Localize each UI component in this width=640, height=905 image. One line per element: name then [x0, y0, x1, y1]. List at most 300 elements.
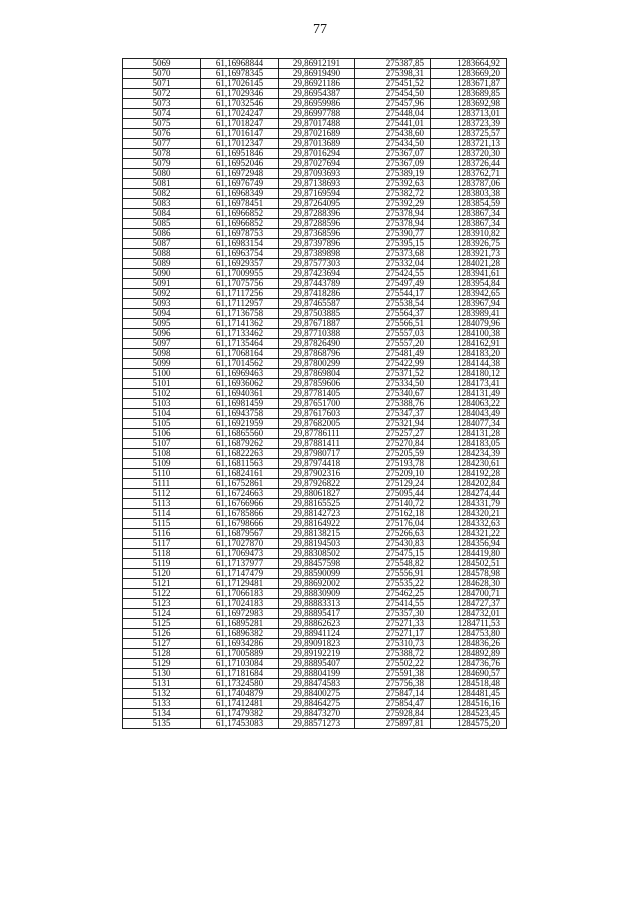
point-number-cell: 5115	[123, 519, 201, 529]
point-number-cell: 5101	[123, 379, 201, 389]
y-coordinate-cell: 1284419,80	[431, 549, 507, 559]
y-coordinate-cell: 1283942,65	[431, 289, 507, 299]
table-row	[123, 149, 507, 159]
x-coordinate-cell: 275270,84	[355, 439, 431, 449]
x-coordinate-cell: 275395,15	[355, 239, 431, 249]
y-coordinate-cell: 1284700,71	[431, 589, 507, 599]
latitude-cell: 61,16895281	[201, 619, 279, 629]
longitude-cell: 29,87974418	[279, 459, 355, 469]
x-coordinate-cell: 275448,04	[355, 109, 431, 119]
latitude-cell: 61,17136758	[201, 309, 279, 319]
x-coordinate-cell: 275371,52	[355, 369, 431, 379]
latitude-cell: 61,17014562	[201, 359, 279, 369]
table-row	[123, 559, 507, 569]
latitude-cell: 61,17112957	[201, 299, 279, 309]
point-number-cell: 5095	[123, 319, 201, 329]
page-number: 77	[313, 22, 327, 37]
y-coordinate-cell: 1284079,96	[431, 319, 507, 329]
x-coordinate-cell: 275378,94	[355, 209, 431, 219]
table-row	[123, 99, 507, 109]
point-number-cell: 5116	[123, 529, 201, 539]
table-row	[123, 239, 507, 249]
y-coordinate-cell: 1283689,85	[431, 89, 507, 99]
table-row	[123, 269, 507, 279]
table-row	[123, 499, 507, 509]
latitude-cell: 61,16724663	[201, 489, 279, 499]
x-coordinate-cell: 275556,91	[355, 569, 431, 579]
longitude-cell: 29,88590099	[279, 569, 355, 579]
x-coordinate-cell: 275557,20	[355, 339, 431, 349]
point-number-cell: 5125	[123, 619, 201, 629]
table-row	[123, 319, 507, 329]
table-row	[123, 509, 507, 519]
latitude-cell: 61,17032546	[201, 99, 279, 109]
x-coordinate-cell: 275548,82	[355, 559, 431, 569]
point-number-cell: 5121	[123, 579, 201, 589]
point-number-cell: 5086	[123, 229, 201, 239]
longitude-cell: 29,88895417	[279, 609, 355, 619]
longitude-cell: 29,86919490	[279, 69, 355, 79]
latitude-cell: 61,16865560	[201, 429, 279, 439]
table-row	[123, 159, 507, 169]
table-row	[123, 439, 507, 449]
x-coordinate-cell: 275897,81	[355, 719, 431, 729]
x-coordinate-cell: 275422,99	[355, 359, 431, 369]
table-row	[123, 579, 507, 589]
latitude-cell: 61,17075756	[201, 279, 279, 289]
latitude-cell: 61,17069473	[201, 549, 279, 559]
point-number-cell: 5093	[123, 299, 201, 309]
point-number-cell: 5098	[123, 349, 201, 359]
table-row	[123, 399, 507, 409]
latitude-cell: 61,17068164	[201, 349, 279, 359]
y-coordinate-cell: 1284274,44	[431, 489, 507, 499]
latitude-cell: 61,17129481	[201, 579, 279, 589]
latitude-cell: 61,16822263	[201, 449, 279, 459]
x-coordinate-cell: 275430,83	[355, 539, 431, 549]
x-coordinate-cell: 275392,29	[355, 199, 431, 209]
longitude-cell: 29,87781405	[279, 389, 355, 399]
table-row	[123, 139, 507, 149]
x-coordinate-cell: 275544,17	[355, 289, 431, 299]
longitude-cell: 29,87786111	[279, 429, 355, 439]
y-coordinate-cell: 1283989,41	[431, 309, 507, 319]
latitude-cell: 61,17024183	[201, 599, 279, 609]
longitude-cell: 29,89192219	[279, 649, 355, 659]
point-number-cell: 5089	[123, 259, 201, 269]
longitude-cell: 29,88571273	[279, 719, 355, 729]
y-coordinate-cell: 1283941,61	[431, 269, 507, 279]
table-row	[123, 549, 507, 559]
point-number-cell: 5082	[123, 189, 201, 199]
latitude-cell: 61,17026145	[201, 79, 279, 89]
y-coordinate-cell: 1284892,89	[431, 649, 507, 659]
x-coordinate-cell: 275438,60	[355, 129, 431, 139]
longitude-cell: 29,87397896	[279, 239, 355, 249]
y-coordinate-cell: 1283926,75	[431, 239, 507, 249]
y-coordinate-cell: 1283954,84	[431, 279, 507, 289]
latitude-cell: 61,16879567	[201, 529, 279, 539]
x-coordinate-cell: 275756,38	[355, 679, 431, 689]
latitude-cell: 61,17018247	[201, 119, 279, 129]
y-coordinate-cell: 1284063,22	[431, 399, 507, 409]
longitude-cell: 29,87169594	[279, 189, 355, 199]
latitude-cell: 61,16798666	[201, 519, 279, 529]
latitude-cell: 61,17181684	[201, 669, 279, 679]
x-coordinate-cell: 275497,49	[355, 279, 431, 289]
longitude-cell: 29,89091823	[279, 639, 355, 649]
table-row	[123, 129, 507, 139]
latitude-cell: 61,17324580	[201, 679, 279, 689]
table-row	[123, 669, 507, 679]
point-number-cell: 5122	[123, 589, 201, 599]
point-number-cell: 5071	[123, 79, 201, 89]
table-row	[123, 339, 507, 349]
y-coordinate-cell: 1284628,30	[431, 579, 507, 589]
point-number-cell: 5113	[123, 499, 201, 509]
y-coordinate-cell: 1284131,49	[431, 389, 507, 399]
y-coordinate-cell: 1283762,71	[431, 169, 507, 179]
y-coordinate-cell: 1283867,34	[431, 219, 507, 229]
latitude-cell: 61,17005889	[201, 649, 279, 659]
x-coordinate-cell: 275266,63	[355, 529, 431, 539]
x-coordinate-cell: 275388,76	[355, 399, 431, 409]
table-row	[123, 599, 507, 609]
point-number-cell: 5106	[123, 429, 201, 439]
latitude-cell: 61,17141362	[201, 319, 279, 329]
point-number-cell: 5127	[123, 639, 201, 649]
x-coordinate-cell: 275140,72	[355, 499, 431, 509]
latitude-cell: 61,17453083	[201, 719, 279, 729]
y-coordinate-cell: 1283921,73	[431, 249, 507, 259]
latitude-cell: 61,16972948	[201, 169, 279, 179]
table-row	[123, 59, 507, 69]
point-number-cell: 5079	[123, 159, 201, 169]
longitude-cell: 29,88862623	[279, 619, 355, 629]
point-number-cell: 5131	[123, 679, 201, 689]
table-row	[123, 679, 507, 689]
x-coordinate-cell: 275462,25	[355, 589, 431, 599]
y-coordinate-cell: 1284320,21	[431, 509, 507, 519]
longitude-cell: 29,88883313	[279, 599, 355, 609]
x-coordinate-cell: 275398,31	[355, 69, 431, 79]
x-coordinate-cell: 275389,19	[355, 169, 431, 179]
y-coordinate-cell: 1284732,01	[431, 609, 507, 619]
point-number-cell: 5112	[123, 489, 201, 499]
point-number-cell: 5100	[123, 369, 201, 379]
x-coordinate-cell: 275334,50	[355, 379, 431, 389]
y-coordinate-cell: 1284481,45	[431, 689, 507, 699]
table-row	[123, 229, 507, 239]
latitude-cell: 61,16921959	[201, 419, 279, 429]
y-coordinate-cell: 1284192,28	[431, 469, 507, 479]
y-coordinate-cell: 1284100,38	[431, 329, 507, 339]
point-number-cell: 5130	[123, 669, 201, 679]
table-row	[123, 109, 507, 119]
y-coordinate-cell: 1283713,01	[431, 109, 507, 119]
longitude-cell: 29,87013689	[279, 139, 355, 149]
longitude-cell: 29,87016294	[279, 149, 355, 159]
latitude-cell: 61,16951846	[201, 149, 279, 159]
table-row	[123, 209, 507, 219]
point-number-cell: 5070	[123, 69, 201, 79]
y-coordinate-cell: 1283787,06	[431, 179, 507, 189]
point-number-cell: 5073	[123, 99, 201, 109]
point-number-cell: 5135	[123, 719, 201, 729]
longitude-cell: 29,88142723	[279, 509, 355, 519]
point-number-cell: 5099	[123, 359, 201, 369]
longitude-cell: 29,88474583	[279, 679, 355, 689]
x-coordinate-cell: 275557,03	[355, 329, 431, 339]
longitude-cell: 29,86997788	[279, 109, 355, 119]
point-number-cell: 5085	[123, 219, 201, 229]
y-coordinate-cell: 1283723,39	[431, 119, 507, 129]
longitude-cell: 29,87980717	[279, 449, 355, 459]
x-coordinate-cell: 275454,50	[355, 89, 431, 99]
longitude-cell: 29,87826490	[279, 339, 355, 349]
longitude-cell: 29,88194503	[279, 539, 355, 549]
y-coordinate-cell: 1284202,84	[431, 479, 507, 489]
longitude-cell: 29,87926822	[279, 479, 355, 489]
table-row	[123, 639, 507, 649]
x-coordinate-cell: 275388,72	[355, 649, 431, 659]
latitude-cell: 61,17479382	[201, 709, 279, 719]
longitude-cell: 29,87418286	[279, 289, 355, 299]
latitude-cell: 61,16968349	[201, 189, 279, 199]
point-number-cell: 5132	[123, 689, 201, 699]
table-row	[123, 609, 507, 619]
x-coordinate-cell: 275257,27	[355, 429, 431, 439]
latitude-cell: 61,17404879	[201, 689, 279, 699]
point-number-cell: 5078	[123, 149, 201, 159]
y-coordinate-cell: 1284021,28	[431, 259, 507, 269]
y-coordinate-cell: 1284144,38	[431, 359, 507, 369]
x-coordinate-cell: 275162,18	[355, 509, 431, 519]
longitude-cell: 29,86959986	[279, 99, 355, 109]
table-row	[123, 529, 507, 539]
y-coordinate-cell: 1284183,20	[431, 349, 507, 359]
latitude-cell: 61,16936062	[201, 379, 279, 389]
y-coordinate-cell: 1283692,98	[431, 99, 507, 109]
x-coordinate-cell: 275538,54	[355, 299, 431, 309]
y-coordinate-cell: 1284321,22	[431, 529, 507, 539]
latitude-cell: 61,17103084	[201, 659, 279, 669]
latitude-cell: 61,16929357	[201, 259, 279, 269]
point-number-cell: 5097	[123, 339, 201, 349]
latitude-cell: 61,16972983	[201, 609, 279, 619]
longitude-cell: 29,88692002	[279, 579, 355, 589]
longitude-cell: 29,87264095	[279, 199, 355, 209]
point-number-cell: 5111	[123, 479, 201, 489]
y-coordinate-cell: 1284131,28	[431, 429, 507, 439]
table-row	[123, 469, 507, 479]
latitude-cell: 61,17016147	[201, 129, 279, 139]
table-row	[123, 219, 507, 229]
table-row	[123, 249, 507, 259]
y-coordinate-cell: 1284162,91	[431, 339, 507, 349]
longitude-cell: 29,87027694	[279, 159, 355, 169]
y-coordinate-cell: 1283967,94	[431, 299, 507, 309]
y-coordinate-cell: 1283803,38	[431, 189, 507, 199]
longitude-cell: 29,86912191	[279, 59, 355, 69]
table-row	[123, 359, 507, 369]
y-coordinate-cell: 1284230,61	[431, 459, 507, 469]
latitude-cell: 61,16983154	[201, 239, 279, 249]
y-coordinate-cell: 1284753,80	[431, 629, 507, 639]
point-number-cell: 5074	[123, 109, 201, 119]
y-coordinate-cell: 1284690,57	[431, 669, 507, 679]
point-number-cell: 5069	[123, 59, 201, 69]
longitude-cell: 29,88464275	[279, 699, 355, 709]
x-coordinate-cell: 275475,15	[355, 549, 431, 559]
longitude-cell: 29,87881411	[279, 439, 355, 449]
table-row	[123, 349, 507, 359]
y-coordinate-cell: 1283671,87	[431, 79, 507, 89]
latitude-cell: 61,16752861	[201, 479, 279, 489]
y-coordinate-cell: 1284331,79	[431, 499, 507, 509]
y-coordinate-cell: 1284502,51	[431, 559, 507, 569]
latitude-cell: 61,16978451	[201, 199, 279, 209]
point-number-cell: 5080	[123, 169, 201, 179]
point-number-cell: 5124	[123, 609, 201, 619]
longitude-cell: 29,87288396	[279, 209, 355, 219]
x-coordinate-cell: 275271,33	[355, 619, 431, 629]
table-row	[123, 289, 507, 299]
point-number-cell: 5117	[123, 539, 201, 549]
latitude-cell: 61,17024247	[201, 109, 279, 119]
table-row	[123, 279, 507, 289]
longitude-cell: 29,87017488	[279, 119, 355, 129]
point-number-cell: 5123	[123, 599, 201, 609]
x-coordinate-cell: 275095,44	[355, 489, 431, 499]
y-coordinate-cell: 1283910,82	[431, 229, 507, 239]
table-row	[123, 649, 507, 659]
latitude-cell: 61,17027870	[201, 539, 279, 549]
x-coordinate-cell: 275502,22	[355, 659, 431, 669]
x-coordinate-cell: 275441,01	[355, 119, 431, 129]
x-coordinate-cell: 275414,55	[355, 599, 431, 609]
y-coordinate-cell: 1283669,20	[431, 69, 507, 79]
y-coordinate-cell: 1284836,26	[431, 639, 507, 649]
table-row	[123, 699, 507, 709]
point-number-cell: 5091	[123, 279, 201, 289]
x-coordinate-cell: 275176,04	[355, 519, 431, 529]
longitude-cell: 29,86921186	[279, 79, 355, 89]
x-coordinate-cell: 275340,67	[355, 389, 431, 399]
longitude-cell: 29,88895407	[279, 659, 355, 669]
longitude-cell: 29,88804199	[279, 669, 355, 679]
y-coordinate-cell: 1284356,94	[431, 539, 507, 549]
longitude-cell: 29,87368596	[279, 229, 355, 239]
longitude-cell: 29,86954387	[279, 89, 355, 99]
latitude-cell: 61,16969463	[201, 369, 279, 379]
longitude-cell: 29,87443789	[279, 279, 355, 289]
x-coordinate-cell: 275390,77	[355, 229, 431, 239]
x-coordinate-cell: 275373,68	[355, 249, 431, 259]
x-coordinate-cell: 275205,59	[355, 449, 431, 459]
table-row	[123, 409, 507, 419]
latitude-cell: 61,17009955	[201, 269, 279, 279]
x-coordinate-cell: 275928,84	[355, 709, 431, 719]
x-coordinate-cell: 275209,10	[355, 469, 431, 479]
point-number-cell: 5120	[123, 569, 201, 579]
point-number-cell: 5090	[123, 269, 201, 279]
y-coordinate-cell: 1284711,53	[431, 619, 507, 629]
longitude-cell: 29,88400275	[279, 689, 355, 699]
table-row	[123, 179, 507, 189]
point-number-cell: 5088	[123, 249, 201, 259]
point-number-cell: 5126	[123, 629, 201, 639]
latitude-cell: 61,17029346	[201, 89, 279, 99]
table-row	[123, 429, 507, 439]
point-number-cell: 5076	[123, 129, 201, 139]
table-row	[123, 449, 507, 459]
latitude-cell: 61,17135464	[201, 339, 279, 349]
longitude-cell: 29,87465587	[279, 299, 355, 309]
latitude-cell: 61,16978345	[201, 69, 279, 79]
table-row	[123, 329, 507, 339]
x-coordinate-cell: 275387,85	[355, 59, 431, 69]
point-number-cell: 5081	[123, 179, 201, 189]
longitude-cell: 29,87389898	[279, 249, 355, 259]
point-number-cell: 5094	[123, 309, 201, 319]
point-number-cell: 5134	[123, 709, 201, 719]
longitude-cell: 29,87859606	[279, 379, 355, 389]
latitude-cell: 61,16976749	[201, 179, 279, 189]
table-row	[123, 369, 507, 379]
point-number-cell: 5114	[123, 509, 201, 519]
x-coordinate-cell: 275357,30	[355, 609, 431, 619]
x-coordinate-cell: 275535,22	[355, 579, 431, 589]
x-coordinate-cell: 275367,07	[355, 149, 431, 159]
table-row	[123, 629, 507, 639]
x-coordinate-cell: 275481,49	[355, 349, 431, 359]
y-coordinate-cell: 1284180,12	[431, 369, 507, 379]
point-number-cell: 5087	[123, 239, 201, 249]
table-row	[123, 299, 507, 309]
y-coordinate-cell: 1284516,16	[431, 699, 507, 709]
y-coordinate-cell: 1284043,49	[431, 409, 507, 419]
x-coordinate-cell: 275332,04	[355, 259, 431, 269]
point-number-cell: 5108	[123, 449, 201, 459]
x-coordinate-cell: 275392,63	[355, 179, 431, 189]
point-number-cell: 5102	[123, 389, 201, 399]
x-coordinate-cell: 275367,09	[355, 159, 431, 169]
table-row	[123, 479, 507, 489]
point-number-cell: 5109	[123, 459, 201, 469]
longitude-cell: 29,87868796	[279, 349, 355, 359]
longitude-cell: 29,87800299	[279, 359, 355, 369]
y-coordinate-cell: 1283726,44	[431, 159, 507, 169]
y-coordinate-cell: 1284332,63	[431, 519, 507, 529]
table-row	[123, 309, 507, 319]
latitude-cell: 61,16978753	[201, 229, 279, 239]
latitude-cell: 61,17012347	[201, 139, 279, 149]
table-row	[123, 119, 507, 129]
latitude-cell: 61,16934286	[201, 639, 279, 649]
longitude-cell: 29,87710388	[279, 329, 355, 339]
longitude-cell: 29,87682005	[279, 419, 355, 429]
table-row	[123, 539, 507, 549]
point-number-cell: 5110	[123, 469, 201, 479]
longitude-cell: 29,87902316	[279, 469, 355, 479]
longitude-cell: 29,87577303	[279, 259, 355, 269]
table-row	[123, 419, 507, 429]
point-number-cell: 5075	[123, 119, 201, 129]
longitude-cell: 29,88164922	[279, 519, 355, 529]
table-row	[123, 79, 507, 89]
table-row	[123, 459, 507, 469]
